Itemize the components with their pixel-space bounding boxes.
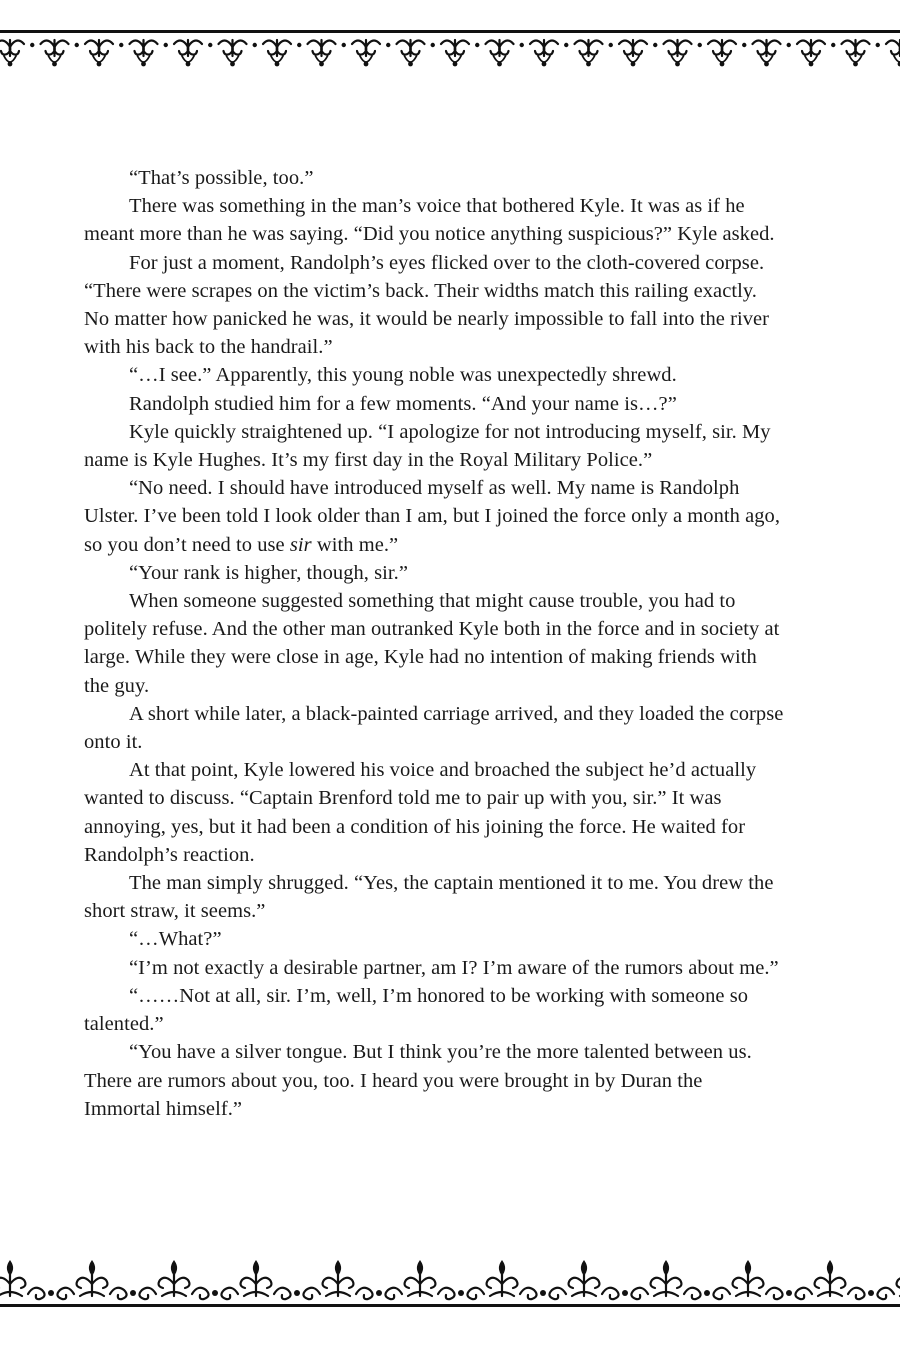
scroll-motif-icon [842,40,870,66]
ornament-dot [787,43,791,47]
fleuron-motif-icon [323,1262,402,1299]
border-rule-line [0,1304,900,1307]
fleuron-motif-icon [0,1262,74,1299]
ornament-dot [164,43,168,47]
paragraph-text: “No need. I should have introduced myself as well. My name is Randolph Ulster. I’ve been told I look older than I am, but I joined the force only a month ago, so you don’t need to use [84,477,781,556]
paragraph: “That’s possible, too.” [129,167,314,189]
scroll-border-icon [0,28,900,90]
border-rule-line [0,30,900,33]
ornament-dot [868,1290,874,1296]
ornament-dot [609,43,613,47]
paragraph: “……Not at all, sir. I’m, well, I’m honored to be working with someone so talented.” [84,984,749,1036]
ornament-dot [342,43,346,47]
scroll-motif-icon [397,40,425,66]
paragraph [84,474,784,559]
ornament-dot [742,43,746,47]
fleuron-border-icon [0,1250,900,1312]
fleuron-motif-icon [733,1262,812,1299]
scroll-motif-icon [41,40,69,66]
fleuron-motif-icon [405,1262,484,1299]
scroll-motif-icon [85,40,113,66]
ornament-dot [75,43,79,47]
scroll-motif-icon [174,40,202,66]
scroll-motif-icon [352,40,380,66]
page-body-text [84,164,784,1123]
ornament-dot [876,43,880,47]
scroll-motif-icon [619,40,647,66]
paragraph: “Your rank is higher, though, sir.” [129,561,408,584]
ornament-dot [622,1290,628,1296]
fleuron-motif-icon [487,1262,566,1299]
scroll-motif-icon [530,40,558,66]
ornament-dot [48,1290,54,1296]
fleuron-motif-icon [241,1262,320,1299]
ornament-dot [831,43,835,47]
paragraph: “…I see.” Apparently, this young noble was unexpectedly shrewd. [129,364,677,387]
ornament-dot [212,1290,218,1296]
scroll-motif-icon [664,40,692,66]
ornament-dot [540,1290,546,1296]
ornament-dot [431,43,435,47]
paragraph: “…What?” [129,928,222,951]
scroll-motif-icon [486,40,514,66]
ornament-dot [786,1290,792,1296]
fleuron-motif-icon [159,1262,238,1299]
scroll-motif-icon [797,40,825,66]
italic-word: sir [289,533,312,556]
ornament-dot [208,43,212,47]
paragraph: “You have a silver tongue. But I think you’re the more talented between us. There are rumors about you, too. I heard you were brought in by Duran the Immortal himself.” [84,1041,752,1120]
ornament-dot [294,1290,300,1296]
scroll-motif-icon [753,40,781,66]
fleuron-motif-icon [815,1262,894,1299]
scroll-motif-icon [708,40,736,66]
scroll-motif-icon [0,40,24,66]
paragraph: When someone suggested something that might cause trouble, you had to politely refuse. And the other man outranked Kyle both in the force and in society at large. While they were close in age, Kyle had no intention of making friends with the guy. [84,590,780,697]
paragraph: For just a moment, Randolph’s eyes flicked over to the cloth-covered corpse. “There were scrapes on the victim’s back. Their widths match this railing exactly. No matter how panicked he was, it would be nearly impossible to fall into the river with his back to the handrail.” [84,251,770,359]
scroll-motif-icon [130,40,158,66]
ornament-dot [130,1290,136,1296]
scroll-motif-icon [575,40,603,66]
paragraph-text: with me.” [316,533,399,556]
scroll-motif-icon [219,40,247,66]
ornament-dot [475,43,479,47]
ornament-dot [376,1290,382,1296]
scroll-motif-icon [886,40,900,66]
ornament-dot [520,43,524,47]
ornament-dot [564,43,568,47]
paragraph: The man simply shrugged. “Yes, the captain mentioned it to me. You drew the short straw, it seems.” [84,872,774,923]
paragraph: There was something in the man’s voice that bothered Kyle. It was as if he meant more than he was saying. “Did you notice anything suspicious?” Kyle asked. [84,195,775,246]
bottom-ornamental-border [0,1250,900,1312]
scroll-motif-icon [441,40,469,66]
fleuron-motif-icon [897,1262,900,1299]
ornament-dot [386,43,390,47]
paragraph: Randolph studied him for a few moments. “And your name is…?” [129,392,677,415]
paragraph: “I’m not exactly a desirable partner, am I? I’m aware of the rumors about me.” [129,956,779,979]
ornament-dot [30,43,34,47]
ornament-dot [458,1290,464,1296]
ornament-dot [253,43,257,47]
ornament-dot [698,43,702,47]
ornament-dot [297,43,301,47]
ornament-dot [653,43,657,47]
ornament-dot [119,43,123,47]
ornament-dot [704,1290,710,1296]
paragraph: At that point, Kyle lowered his voice and broached the subject he’d actually wanted to discuss. “Captain Brenford told me to pair up with you, sir.” It was annoying, yes, but it had been a condition of his joining the force. He waited for Randolph’s reaction. [84,759,757,866]
scroll-motif-icon [308,40,336,66]
top-ornamental-border [0,28,900,90]
scroll-motif-icon [263,40,291,66]
fleuron-motif-icon [569,1262,648,1299]
fleuron-motif-icon [77,1262,156,1299]
paragraph: Kyle quickly straightened up. “I apologize for not introducing myself, sir. My name is Kyle Hughes. It’s my first day in the Royal Military Police.” [84,420,771,472]
fleuron-motif-icon [651,1262,730,1299]
paragraph: A short while later, a black-painted carriage arrived, and they loaded the corpse onto it. [84,702,784,754]
